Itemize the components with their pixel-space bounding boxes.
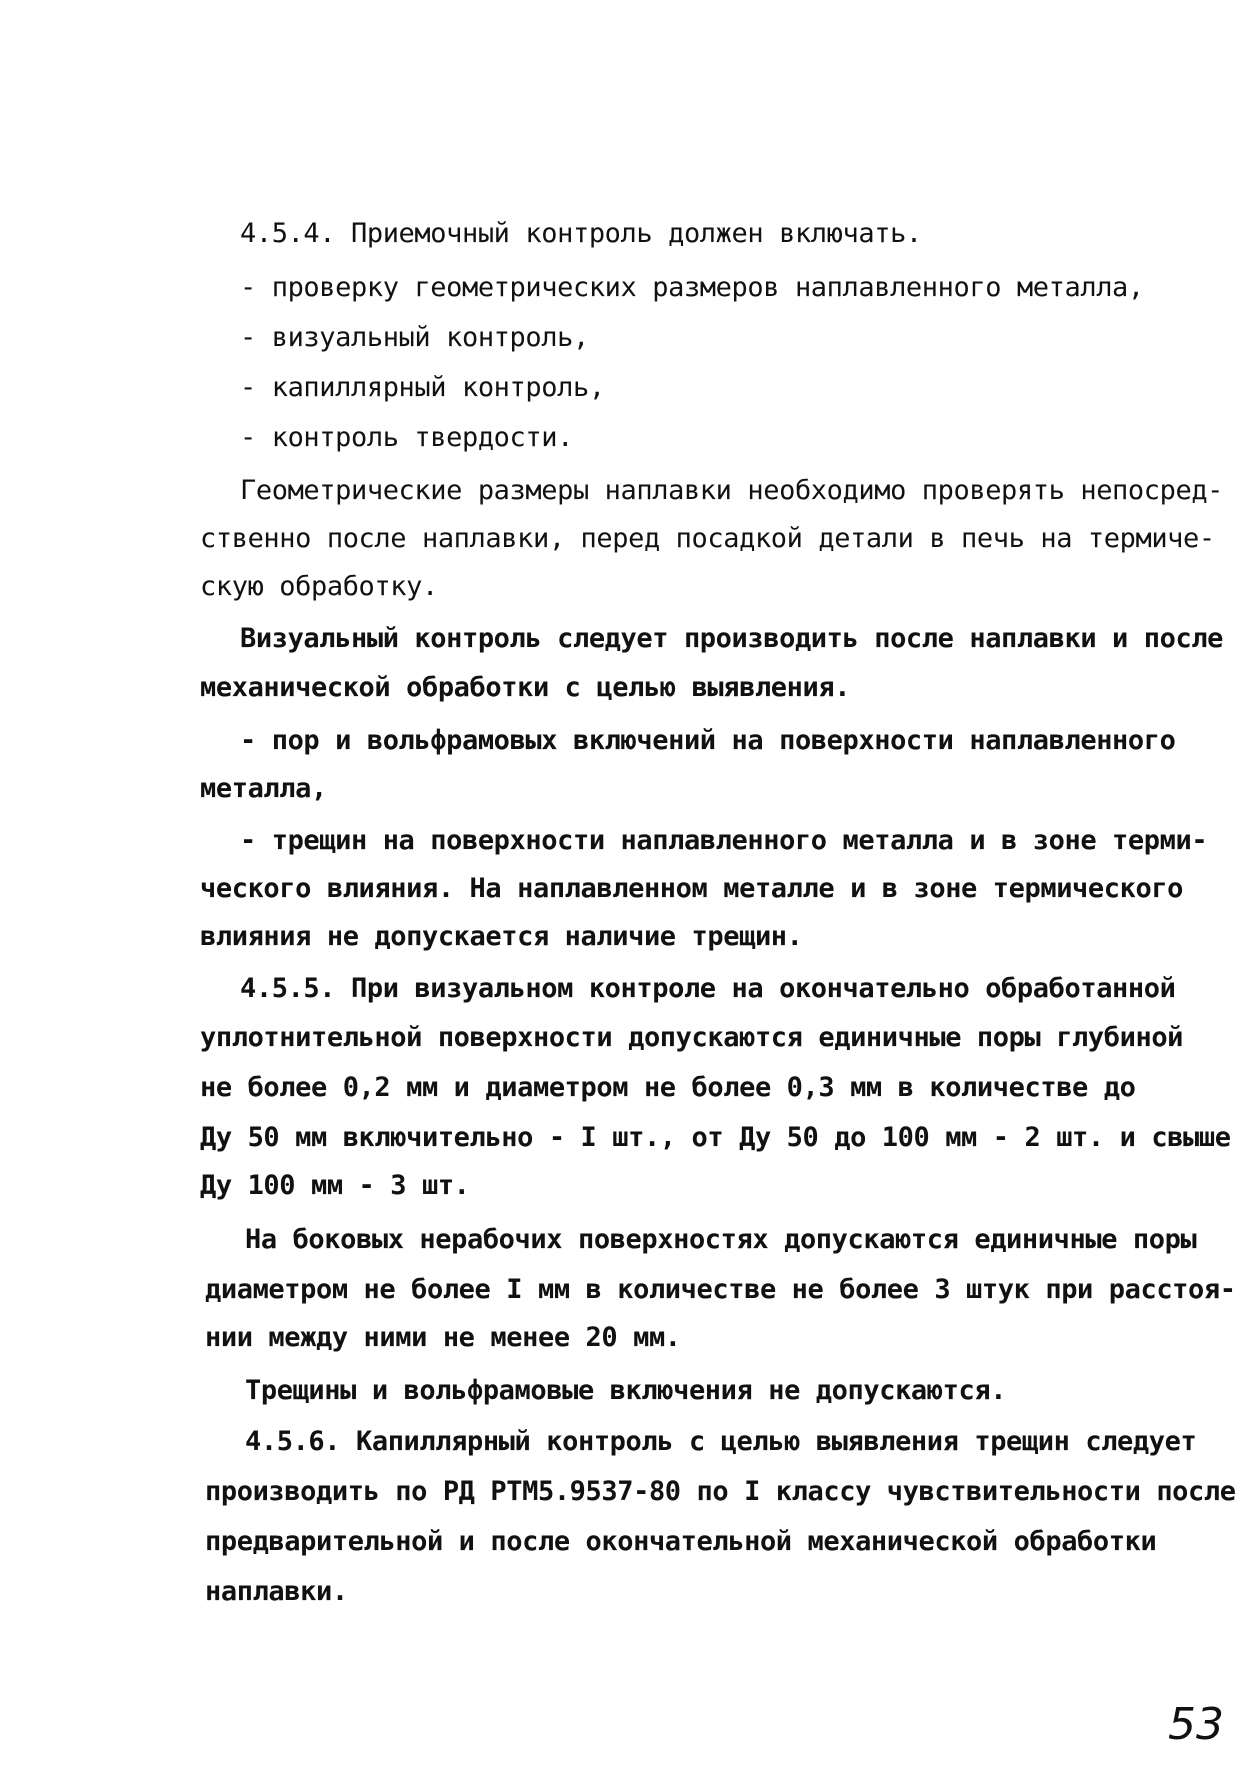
list-item-hardness: - контроль твердости. (240, 422, 573, 453)
page-number: 53 (1168, 1699, 1224, 1750)
paragraph-side-surfaces-line-2: диаметром не более I мм в количестве не более 3 штук при расстоя- (205, 1274, 1236, 1305)
list-item-cracks-line-1: - трещин на поверхности наплавленного металла и в зоне терми- (240, 825, 1208, 856)
section-4-5-5-line-1: 4.5.5. При визуальном контроле на окончательно обработанной (240, 973, 1176, 1004)
paragraph-side-surfaces-line-1: На боковых нерабочих поверхностях допускаются единичные поры (245, 1224, 1197, 1255)
section-4-5-6-line-4: наплавки. (205, 1576, 348, 1607)
section-4-5-5-line-2: уплотнительной поверхности допускаются единичные поры глубиной (200, 1022, 1184, 1053)
section-4-5-6-line-2: производить по РД РТМ5.9537-80 по I классу чувствительности после (205, 1476, 1236, 1507)
section-4-5-5-line-3: не более 0,2 мм и диаметром не более 0,3 мм в количестве до (200, 1072, 1136, 1103)
list-item-cracks-line-2: ческого влияния. На наплавленном металле и в зоне термического (200, 873, 1184, 904)
list-item-pores-line-2: металла, (200, 773, 327, 804)
section-4-5-5-line-4: Ду 50 мм включительно - I шт., от Ду 50 до 100 мм - 2 шт. и свыше (200, 1122, 1231, 1153)
paragraph-geometry-line-3: скую обработку. (200, 571, 438, 602)
paragraph-geometry-line-2: ственно после наплавки, перед посадкой детали в печь на термиче- (200, 523, 1215, 554)
paragraph-visual-line-1: Визуальный контроль следует производить после наплавки и после (240, 623, 1224, 654)
list-item-cracks-line-3: влияния не допускается наличие трещин. (200, 921, 803, 952)
list-item-pores-line-1: - пор и вольфрамовых включений на поверхности наплавленного (240, 725, 1176, 756)
section-4-5-5-line-5: Ду 100 мм - 3 шт. (200, 1170, 470, 1201)
section-4-5-6-line-3: предварительной и после окончательной механической обработки (205, 1526, 1157, 1557)
list-item-capillary: - капиллярный контроль, (240, 372, 605, 403)
paragraph-visual-line-2: механической обработки с целью выявления. (200, 672, 851, 703)
section-4-5-6-line-1: 4.5.6. Капиллярный контроль с целью выявления трещин следует (245, 1426, 1197, 1457)
paragraph-side-surfaces-line-3: нии между ними не менее 20 мм. (205, 1322, 681, 1353)
paragraph-geometry-line-1: Геометрические размеры наплавки необходимо проверять непосред- (240, 475, 1224, 506)
list-item-visual: - визуальный контроль, (240, 322, 589, 353)
paragraph-cracks-not-allowed: Трещины и вольфрамовые включения не допускаются. (245, 1375, 1007, 1406)
list-item-geometry: - проверку геометрических размеров наплавленного металла, (240, 272, 1144, 303)
section-4-5-4-heading: 4.5.4. Приемочный контроль должен включать. (240, 218, 922, 249)
